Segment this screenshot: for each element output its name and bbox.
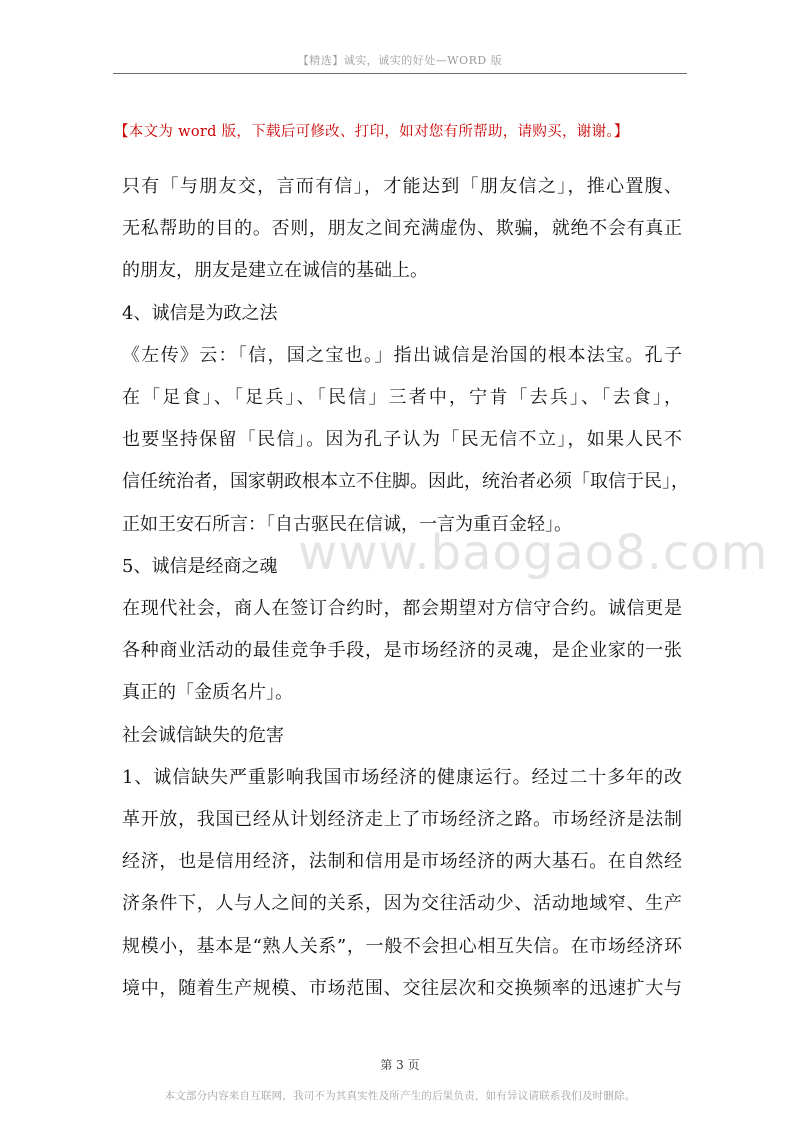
section-heading-business: 5、诚信是经商之魂 xyxy=(122,555,278,577)
page-number: 第 3 页 xyxy=(380,1058,420,1072)
text-line: 的朋友，朋友是建立在诚信的基础上。 xyxy=(122,260,428,282)
paragraph-governance xyxy=(122,335,689,546)
header-divider xyxy=(113,73,687,74)
text-line: 在「足食」、「足兵」、「民信」三者中，宁肯「去兵」、「去食」， xyxy=(122,387,682,409)
text-line: 革开放，我国已经从计划经济走上了市场经济之路。市场经济是法制 xyxy=(122,809,682,831)
text-line: 在现代社会，商人在签订合约时，都会期望对方信守合约。诚信更是 xyxy=(122,598,682,620)
text-line: 境中，随着生产规模、市场范围、交往层次和交换频率的迅速扩大与 xyxy=(122,977,682,999)
text-line: 信任统治者，国家朝政根本立不住脚。因此，统治者必须「取信于民」， xyxy=(122,471,689,493)
paragraph-business xyxy=(122,588,682,715)
document-body xyxy=(122,166,689,1010)
paragraph-market-economy xyxy=(122,757,682,1010)
watermark-text: www.baogao8.com xyxy=(298,525,769,581)
text-line: 也要坚持保留「民信」。因为孔子认为「民无信不立」，如果人民不 xyxy=(122,429,682,451)
text-line: 《左传》云：「信，国之宝也。」指出诚信是治国的根本法宝。孔子 xyxy=(122,344,682,366)
text-line: 各种商业活动的最佳竞争手段，是市场经济的灵魂，是企业家的一张 xyxy=(122,640,682,662)
text-line: 正如王安石所言：「自古驱民在信诚，一言为重百金轻」。 xyxy=(122,513,572,535)
text-line: 无私帮助的目的。否则，朋友之间充满虚伪、欺骗，就绝不会有真正 xyxy=(122,218,682,240)
section-heading-harms: 社会诚信缺失的危害 xyxy=(122,724,284,746)
text-line: 经济，也是信用经济，法制和信用是市场经济的两大基石。在自然经 xyxy=(122,851,682,873)
purchase-notice: 【本文为 word 版，下载后可修改、打印，如对您有所帮助，请购买，谢谢。】 xyxy=(114,124,629,140)
text-line: 真正的「金质名片」。 xyxy=(122,682,293,704)
text-line: 只有「与朋友交，言而有信」，才能达到「朋友信之」，推心置腹、 xyxy=(122,176,682,197)
section-heading-governance: 4、诚信是为政之法 xyxy=(122,302,278,324)
page-footer-disclaimer: 本文部分内容来自互联网，我司不为其真实性及所产生的后果负责，如有异议请联系我们及时删除。 xyxy=(164,1090,636,1102)
text-line: 济条件下，人与人之间的关系，因为交往活动少、活动地域窄、生产 xyxy=(122,893,682,915)
text-line: 1、诚信缺失严重影响我国市场经济的健康运行。经过二十多年的改 xyxy=(122,766,682,788)
text-line: 规模小，基本是“熟人关系”，一般不会担心相互失信。在市场经济环 xyxy=(122,935,682,957)
paragraph-friendship xyxy=(122,166,682,293)
page-header-title: 【精选】诚实，诚实的好处—WORD 版 xyxy=(297,54,503,67)
